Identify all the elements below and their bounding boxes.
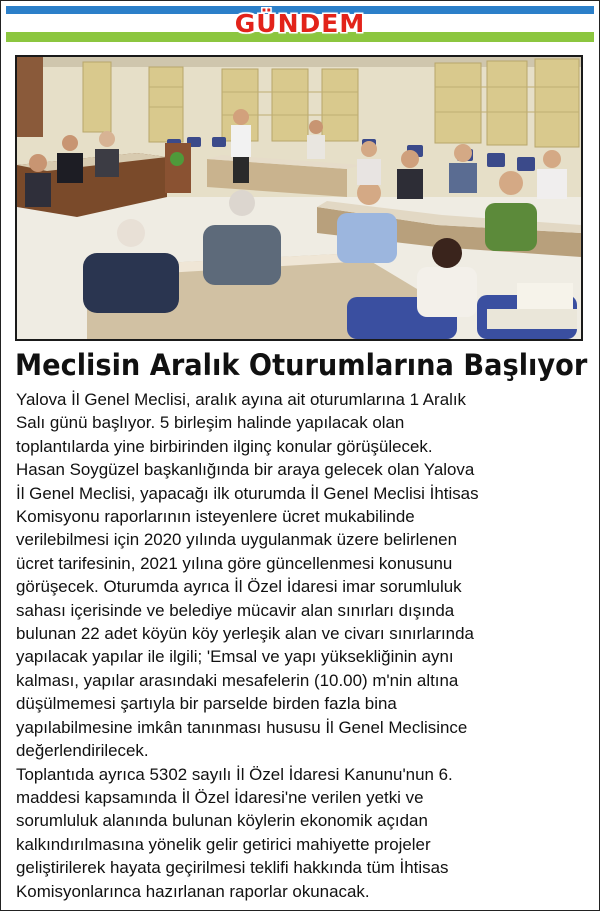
article-line: geliştirilerek hayata geçirilmesi teklifi hakkında tüm İhtisas	[16, 858, 449, 878]
article-line: bulunan 22 adet köyün köy yerleşik alan ve civarı sınırlarında	[16, 624, 474, 644]
article-line: toplantılarda yine birbirinden ilginç konular görüşülecek.	[16, 436, 433, 456]
article-line: maddesi kapsamında İl Özel İdaresi'ne verilen yetki ve	[16, 787, 424, 807]
article-line: kalkındırılmasına yönelik gelir getirici mahiyette projeler	[16, 834, 431, 854]
article-line: Komisyonlarınca hazırlanan raporlar okunacak.	[16, 881, 370, 901]
article-line: sahası içerisinde ve belediye mücavir alan sınırları dışında	[16, 600, 455, 620]
article-line: Komisyonu raporlarının isteyenlere ücret mukabilinde	[16, 507, 415, 527]
article-body	[16, 388, 591, 903]
section-title: GÜNDEM	[234, 9, 366, 38]
article-line: Yalova İl Genel Meclisi, aralık ayına ait oturumlarına 1 Aralık	[16, 390, 467, 409]
article-line: düşülmemesi şartıyla bir parselde birden fazla bina	[16, 694, 397, 714]
article-headline: Meclisin Aralık Oturumlarına Başlıyor	[15, 348, 588, 382]
article-line: görüşecek. Oturumda ayrıca İl Özel İdaresi imar sorumluluk	[16, 577, 462, 597]
article-line: yapılacak yapılar ile ilgili; 'Emsal ve yapı yüksekliğinin aynı	[16, 647, 454, 667]
news-photo	[15, 55, 583, 341]
article-line: Hasan Soygüzel başkanlığında bir araya gelecek olan Yalova	[16, 460, 475, 480]
article-line: yapılabilmesine imkân tanınması hususu İl Genel Meclisince	[16, 717, 468, 737]
article-line: kalması, yapılar arasındaki mesafelerin (10.00) m'nin altına	[16, 670, 459, 690]
article-line: Toplantıda ayrıca 5302 sayılı İl Özel İdaresi Kanunu'nun 6.	[16, 764, 453, 784]
article-line: İl Genel Meclisi, yapacağı ilk oturumda İl Genel Meclisi İhtisas	[16, 483, 479, 503]
article-line: değerlendirilecek.	[16, 741, 149, 761]
article-line: verilebilmesi için 2020 yılında uygulanmak üzere belirlenen	[16, 530, 457, 550]
article-line: sorumluluk alanında bulunan köylerin ekonomik açıdan	[16, 811, 428, 831]
article-line: ücret tarifesinin, 2021 yılına göre güncellenmesi konusunu	[16, 553, 453, 573]
article-line: Salı günü başlıyor. 5 birleşim halinde yapılacak olan	[16, 413, 405, 433]
section-banner	[6, 6, 594, 42]
